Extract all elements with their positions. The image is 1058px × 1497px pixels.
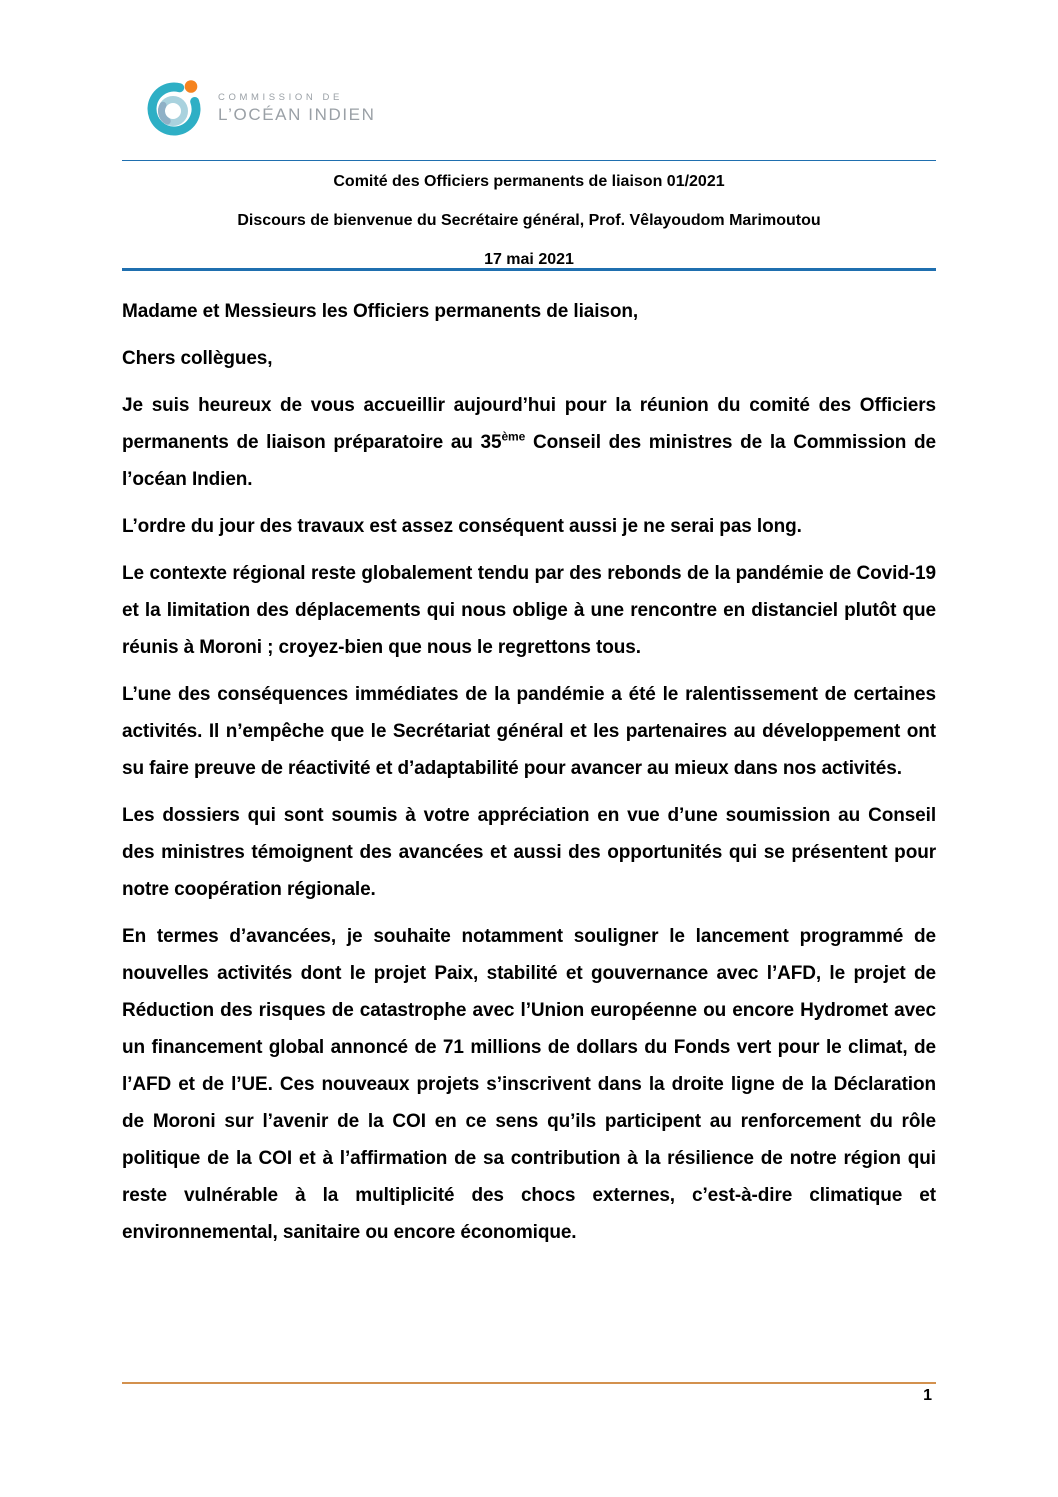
logo-org-name-top: COMMISSION DE	[218, 92, 343, 103]
header-subtitle: Discours de bienvenue du Secrétaire général, Prof. Vêlayoudom Marimoutou	[237, 212, 821, 229]
paragraph-context: Le contexte régional reste globalement tendu par des rebonds de la pandémie de Covid-19 et la limitation des déplacements qui nous oblige à une rencontre en distanciel plutôt que réunis à Moroni ; croyez-bien que nous le regrettons tous.	[122, 563, 936, 658]
paragraph-welcome	[122, 387, 936, 498]
logo-org-name-bottom: L’OCÉAN INDIEN	[218, 105, 376, 124]
page-number: 1	[923, 1387, 932, 1404]
paragraph-consequences: L’une des conséquences immédiates de la pandémie a été le ralentissement de certaines activités. Il n’empêche que le Secrétariat général et les partenaires au développement ont su faire preuve de réactivité et d’adaptabilité pour avancer au mieux dans nos activités.	[122, 684, 936, 779]
paragraph-welcome-text-before: Je suis heureux de vous accueillir aujourd’hui pour la réunion du comité des Officiers permanents de liaison préparatoire au 35	[122, 395, 936, 453]
paragraph-welcome-text-after: Conseil des ministres de la Commission de l’océan Indien.	[122, 432, 936, 490]
logo-text	[218, 89, 376, 125]
paragraph-dossiers: Les dossiers qui sont soumis à votre appréciation en vue d’une soumission au Conseil des ministres témoignent des avancées et aussi des opportunités qui se présentent pour notre coopération régionale.	[122, 805, 936, 900]
footer-rule	[122, 1382, 936, 1384]
header-bottom-rule	[122, 268, 936, 271]
salutation-line-1: Madame et Messieurs les Officiers permanents de liaison,	[122, 301, 639, 322]
logo	[146, 78, 376, 136]
header-top-rule	[122, 160, 936, 161]
ordinal-superscript: ème	[501, 429, 526, 444]
document-body	[122, 293, 936, 1261]
header-title: Comité des Officiers permanents de liaison 01/2021	[333, 173, 725, 190]
coi-logo-icon	[146, 78, 204, 136]
paragraph-avancees: En termes d’avancées, je souhaite notamment souligner le lancement programmé de nouvelles activités dont le projet Paix, stabilité et gouvernance avec l’AFD, le projet de Réduction des risques de catastrophe avec l’Union européenne ou encore Hydromet avec un financement global annoncé de 71 millions de dollars du Fonds vert pour le climat, de l’AFD et de l’UE. Ces nouveaux projets s’inscrivent dans la droite ligne de la Déclaration de Moroni sur l’avenir de la COI en ce sens qu’ils participent au renforcement du rôle politique de la COI et à l’affirmation de sa contribution à la résilience de notre région qui reste vulnérable à la multiplicité des chocs externes, c’est-à-dire climatique et environnemental, sanitaire ou encore économique.	[122, 926, 936, 1243]
paragraph-agenda: L’ordre du jour des travaux est assez conséquent aussi je ne serai pas long.	[122, 516, 802, 537]
header-date: 17 mai 2021	[484, 251, 574, 268]
salutation-line-2: Chers collègues,	[122, 348, 273, 369]
